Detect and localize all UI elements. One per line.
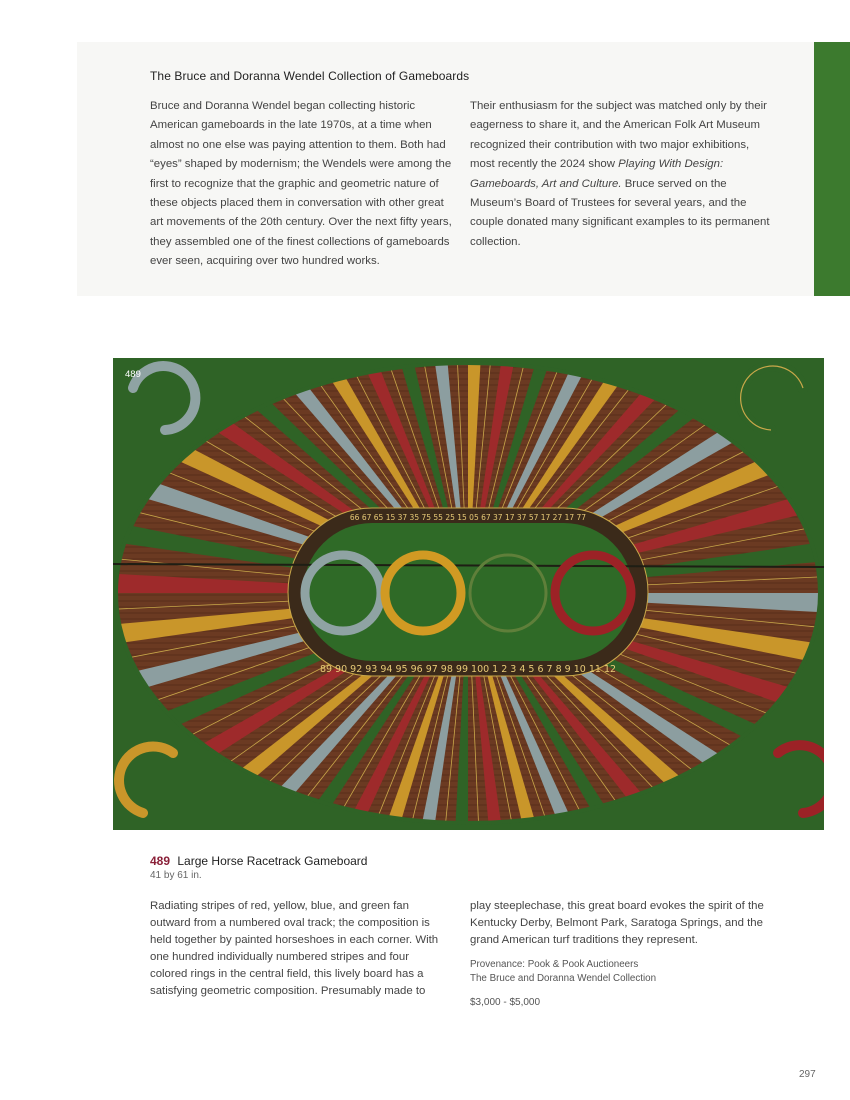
center-field: [303, 523, 633, 661]
price-estimate: $3,000 - $5,000: [470, 997, 541, 1008]
intro-text-part: Bruce served on the Museum’s Board of Trustees for several years, and the couple donated many significant examples to its permanent collection.: [470, 177, 770, 248]
image-lot-number: 489: [125, 369, 141, 380]
gameboard-image: [113, 358, 824, 830]
intro-paragraph-left: Bruce and Doranna Wendel began collecting historic American gameboards in the late 1970s, at a time when almost no one else was paying attention to them. Both had “eyes” shaped by modernism; the Wendels were among the first to recognize that the graphic and geometric nature of these objects placed them in conversation with other great art movements of the 20th century. Over the next fifty years, they assembled one of the finest collections of gameboards ever seen, acquiring over two hundred works.: [150, 100, 452, 268]
page-number: 297: [799, 1069, 816, 1080]
provenance-line: Provenance: Pook & Pook Auctioneers: [470, 959, 639, 970]
gameboard-illustration: [113, 358, 824, 830]
lot-number: 489: [150, 854, 171, 868]
intro-column-left: [150, 97, 455, 272]
lot-title: Large Horse Racetrack Gameboard: [177, 854, 368, 868]
intro-paragraph-right: [470, 97, 770, 252]
intro-column-right: [470, 97, 770, 252]
provenance-line: The Bruce and Doranna Wendel Collection: [470, 972, 657, 984]
track-numbers-bottom: 89 90 92 93 94 95 96 97 98 99 100 1 2 3 4 5 6 7 8 9 10 11 12: [319, 664, 617, 675]
track-numbers-top: 66 67 65 15 37 35 75 55 25 15 05 67 37 17 37 57 17 27 17 77: [349, 513, 587, 522]
lot-description-right: [470, 898, 775, 949]
lot-dimensions: 41 by 61 in.: [150, 870, 202, 881]
description-text: play steeplechase, this great board evokes the spirit of the Kentucky Derby, Belmont Park, Saratoga Springs, and the grand American turf traditions they represent.: [470, 900, 764, 946]
lot-heading: [150, 854, 650, 868]
section-color-tab: [814, 42, 850, 296]
description-text: Radiating stripes of red, yellow, blue, and green fan outward from a numbered oval track; the composition is held together by painted horseshoes in each corner. With one hundred individually numbered stripes and four colored rings in the central field, this lively board has a satisfying geometric composition. Presumably made to: [150, 900, 439, 997]
intro-text-part: Their enthusiasm for the subject was matched only by their eagerness to share it, and the American Folk Art Museum recognized their contribution with two major exhibitions, most recently the 2024 show: [470, 100, 767, 171]
exhibition-title: Playing With Design: Gameboards, Art and Culture.: [470, 158, 724, 190]
provenance: [470, 958, 770, 985]
lot-description-left: [150, 898, 440, 1000]
collection-title: The Bruce and Doranna Wendel Collection of Gameboards: [150, 69, 470, 83]
